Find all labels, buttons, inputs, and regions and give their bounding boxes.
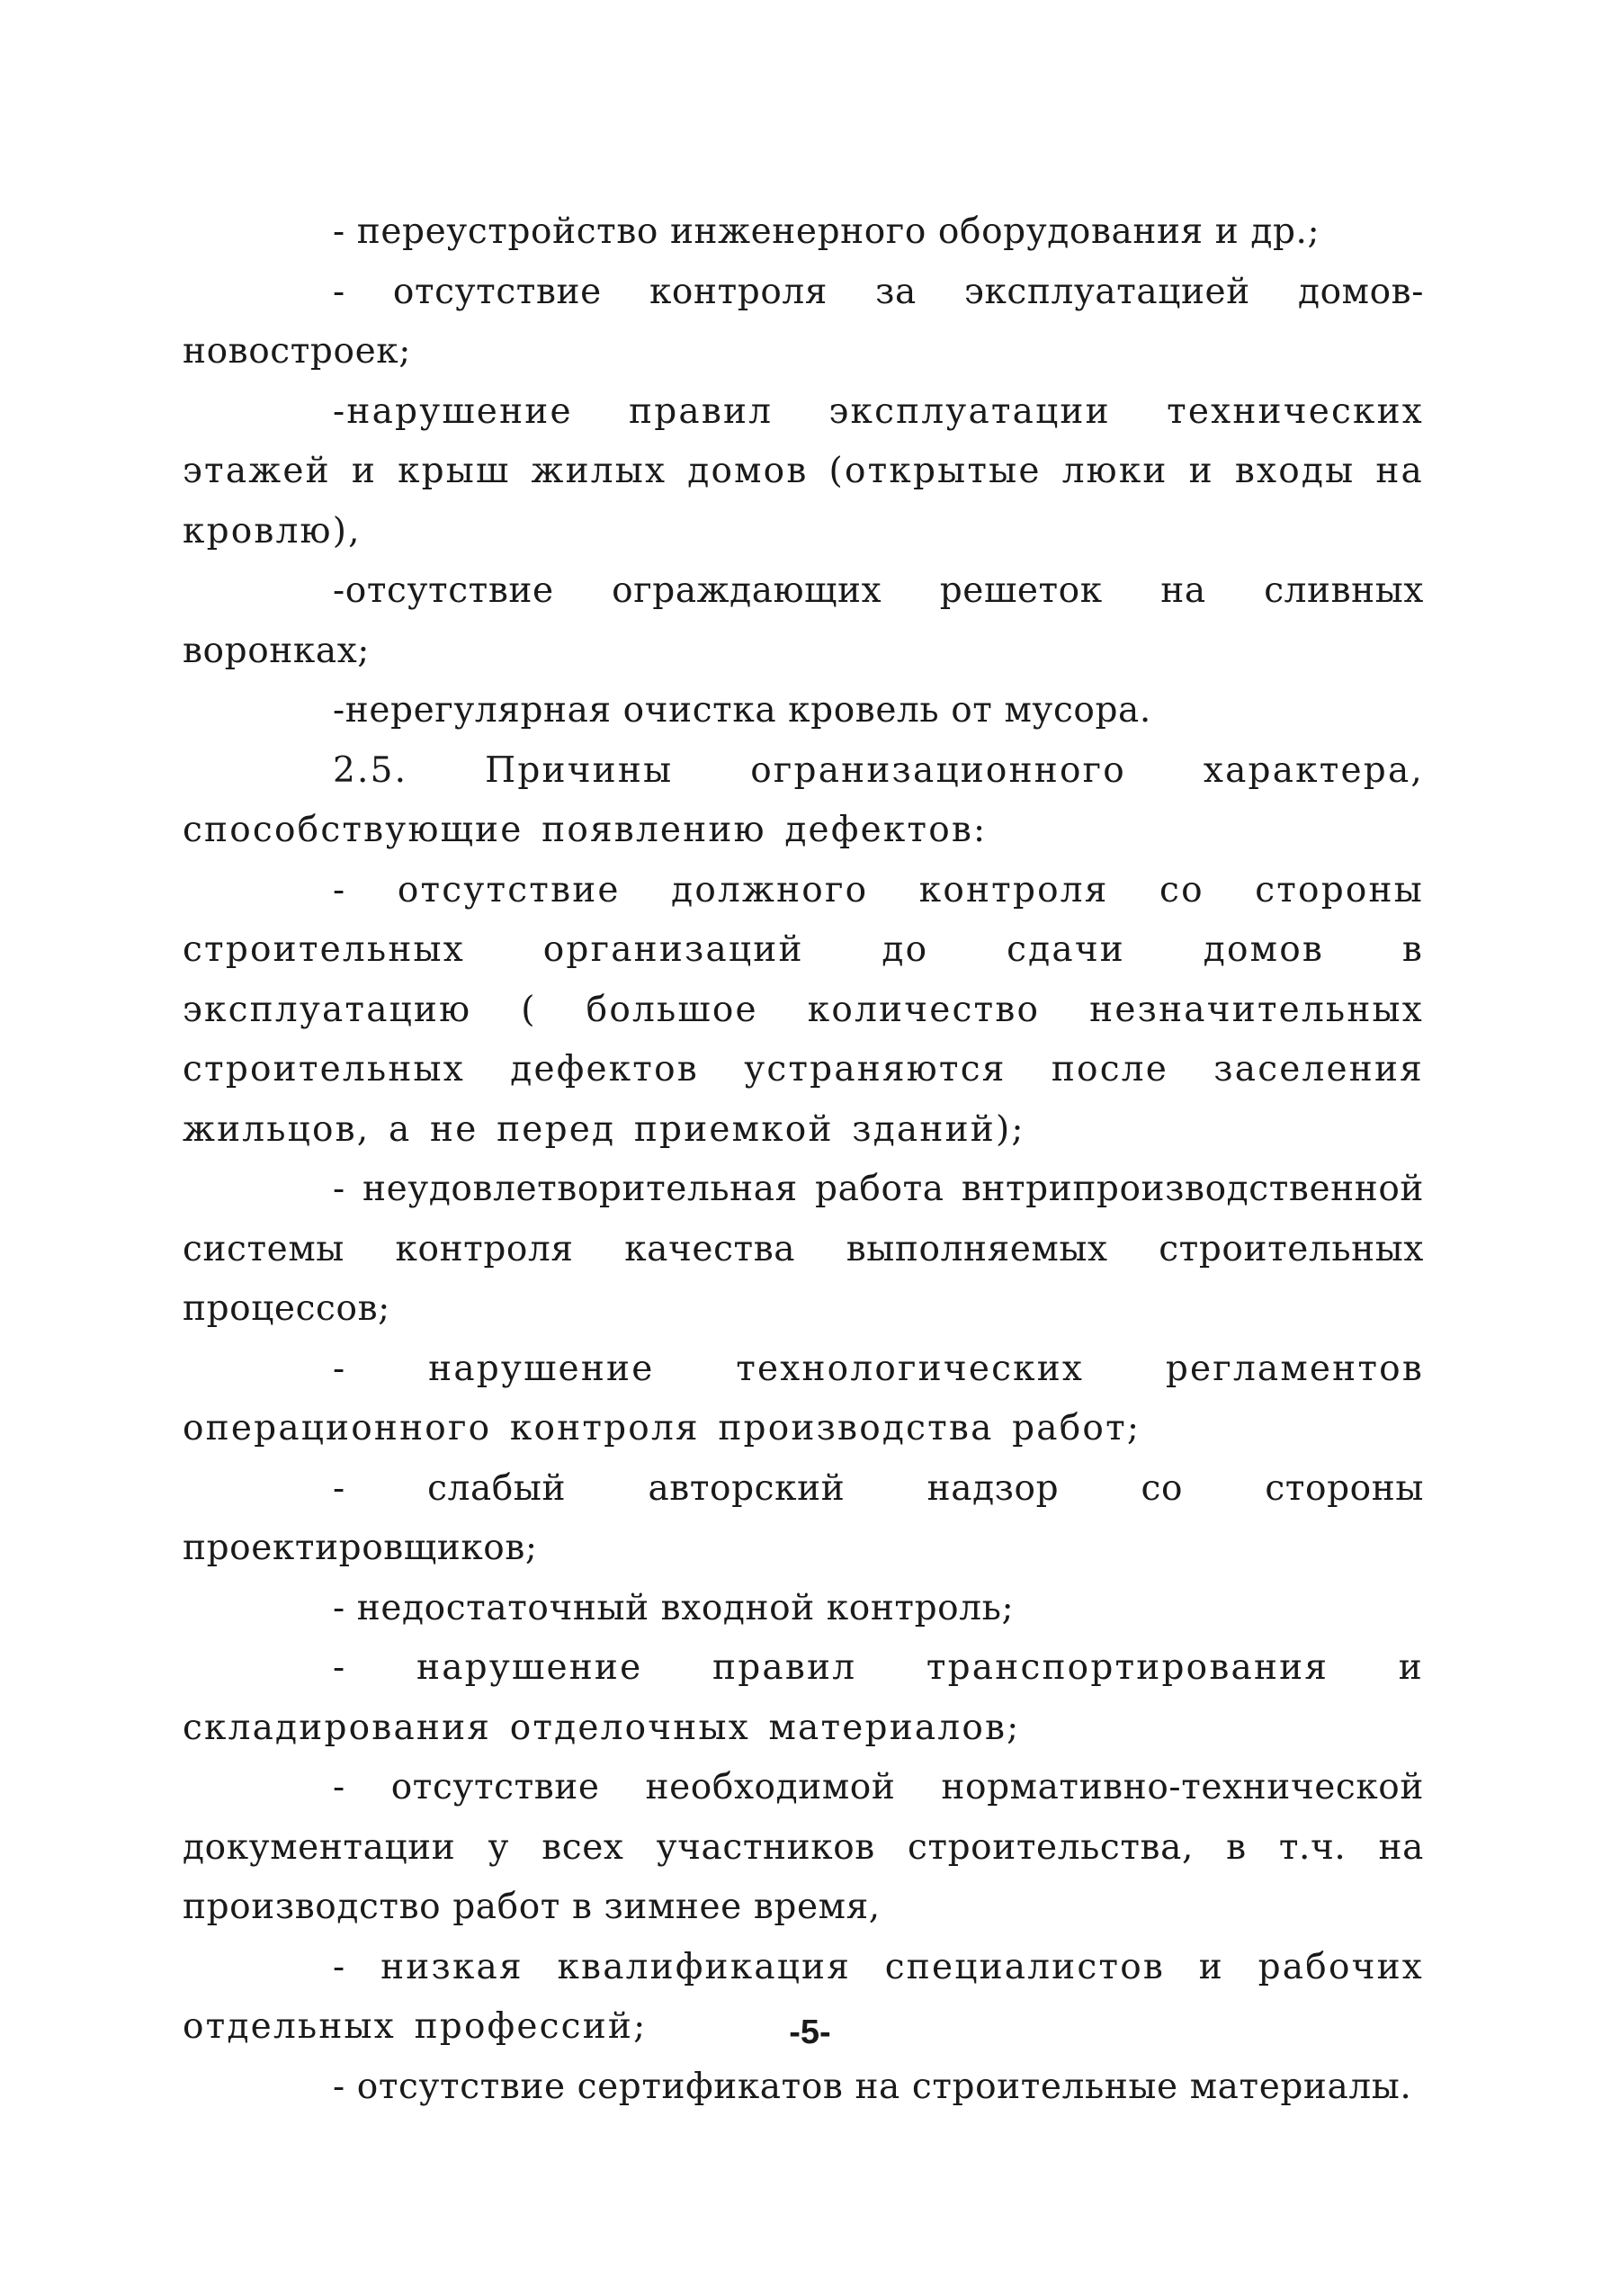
paragraph-new-buildings-control: - отсутствие контроля за эксплуатацией домов-новостроек; — [183, 271, 1424, 372]
paragraph-drain-grates: -отсутствие ограждающих решеток на сливных воронках; — [183, 570, 1424, 671]
body-text — [183, 202, 1424, 2117]
page-number: -5- — [789, 2013, 831, 2051]
paragraph-technological-regulations: - нарушение технологических регламентов операционного контроля производства работ; — [183, 1348, 1424, 1448]
paragraph-construction-control: - отсутствие должного контроля со стороны строительных организаций до сдачи домов в эксплуатацию ( большое количество незначительных строительных дефектов устраняются после заселения жильцов, а не перед приемкой зданий); — [183, 869, 1424, 1150]
paragraph-technical-floors: -нарушение правил эксплуатации технических этажей и крыш жилых домов (открытые люки и входы на кровлю), — [183, 390, 1424, 552]
paragraph-qualification: - низкая квалификация специалистов и рабочих отдельных профессий; — [183, 1946, 1424, 2047]
paragraph-input-control: - недостаточный входной контроль; — [333, 1587, 1015, 1628]
paragraph-roof-cleaning: -нерегулярная очистка кровель от мусора. — [333, 690, 1151, 731]
paragraph-documentation: - отсутствие необходимой нормативно-технической документации у всех участников строительства, в т.ч. на производство работ в зимнее время, — [183, 1767, 1424, 1927]
paragraph-quality-system: - неудовлетворительная работа внтрипроизводственной системы контроля качества выполняемых строительных процессов; — [183, 1169, 1424, 1329]
paragraph-certificates: - отсутствие сертификатов на строительные материалы. — [333, 2066, 1412, 2107]
paragraph-engineering-equipment: - переустройство инженерного оборудования и др.; — [333, 211, 1320, 252]
section-heading-2-5: 2.5. Причины огранизационного характера, способствующие появлению дефектов: — [183, 749, 1424, 850]
paragraph-transport-storage: - нарушение правил транспортирования и складирования отделочных материалов; — [183, 1647, 1424, 1748]
paragraph-author-supervision: - слабый авторский надзор со стороны проектировщиков; — [183, 1467, 1424, 1568]
